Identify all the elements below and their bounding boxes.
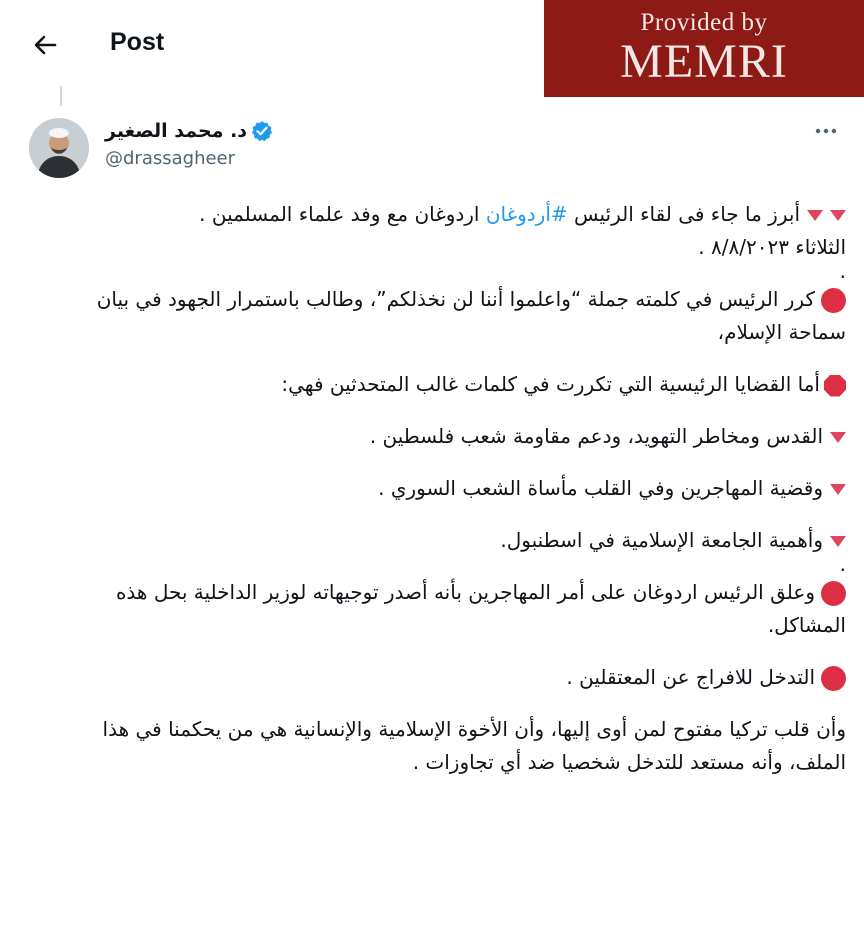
red-circle-icon xyxy=(821,581,846,606)
intro-text-cont: اردوغان مع وفد علماء المسلمين . xyxy=(199,202,486,226)
author-handle[interactable]: @drassagheer xyxy=(105,148,236,169)
migrants-text: وقضية المهاجرين وفي القلب مأساة الشعب السوري . xyxy=(378,476,823,500)
avatar[interactable] xyxy=(29,118,89,178)
comment-text: وعلق الرئيس اردوغان على أمر المهاجرين بأنه أصدر توجيهاته لوزير الداخلية بحل هذه المشاكل. xyxy=(115,580,846,637)
red-triangle-icon xyxy=(830,484,846,495)
red-triangle-icon xyxy=(830,432,846,443)
arrow-left-icon[interactable] xyxy=(30,30,60,60)
memri-watermark xyxy=(544,0,864,97)
tweet-repeat xyxy=(40,283,846,349)
closing-text: وأن قلب تركيا مفتوح لمن أوى إليها، وأن الأخوة الإسلامية والإنسانية هي من يحكمنا في هذا الملف، وأنه مستعد للتدخل شخصيا ضد أي تجاوزات . xyxy=(102,717,846,774)
avatar-portrait-icon xyxy=(29,118,89,178)
watermark-line2: MEMRI xyxy=(620,35,788,88)
red-triangle-icon xyxy=(830,536,846,547)
tweet-comment xyxy=(40,576,846,642)
hashtag-link[interactable]: #أردوغان xyxy=(485,202,568,226)
red-circle-icon xyxy=(821,666,846,691)
tweet-migrants xyxy=(40,472,846,505)
issues-text: أما القضايا الرئيسية التي تكررت في كلمات غالب المتحدثين فهي: xyxy=(281,372,820,396)
university-text: وأهمية الجامعة الإسلامية في اسطنبول. xyxy=(500,528,823,552)
verified-badge-icon xyxy=(251,120,273,142)
jerusalem-text: القدس ومخاطر التهويد، ودعم مقاومة شعب فلسطين . xyxy=(369,424,823,448)
tweet-closing xyxy=(40,713,846,779)
tweet-text xyxy=(40,198,846,779)
thread-line xyxy=(60,86,62,106)
author-block xyxy=(105,120,273,169)
page-title: Post xyxy=(110,28,165,56)
tweet-university xyxy=(40,524,846,557)
tweet-intro xyxy=(40,198,846,264)
author-display-name[interactable]: د. محمد الصغير xyxy=(105,120,248,142)
tweet-jerusalem xyxy=(40,420,846,453)
red-circle-icon xyxy=(821,288,846,313)
red-triangle-icon xyxy=(807,210,823,221)
tweet-issues xyxy=(40,368,846,401)
release-text: التدخل للافراج عن المعتقلين . xyxy=(566,665,815,689)
repeat-text: كرر الرئيس في كلمته جملة “واعلموا أننا لن نخذلكم”، وطالب باستمرار الجهود في بيان سماحة الإسلام، xyxy=(96,287,846,344)
watermark-line1: Provided by xyxy=(640,9,768,36)
red-triangle-icon xyxy=(830,210,846,221)
separator-dot: . xyxy=(839,552,846,576)
separator-dot: . xyxy=(839,259,846,283)
more-options-icon[interactable] xyxy=(812,119,840,143)
intro-date: الثلاثاء ٨/٨/٢٠٢٣ . xyxy=(698,235,846,259)
intro-text: أبرز ما جاء فى لقاء الرئيس xyxy=(567,202,800,226)
tweet-release xyxy=(40,661,846,694)
red-octagon-icon xyxy=(824,375,846,397)
